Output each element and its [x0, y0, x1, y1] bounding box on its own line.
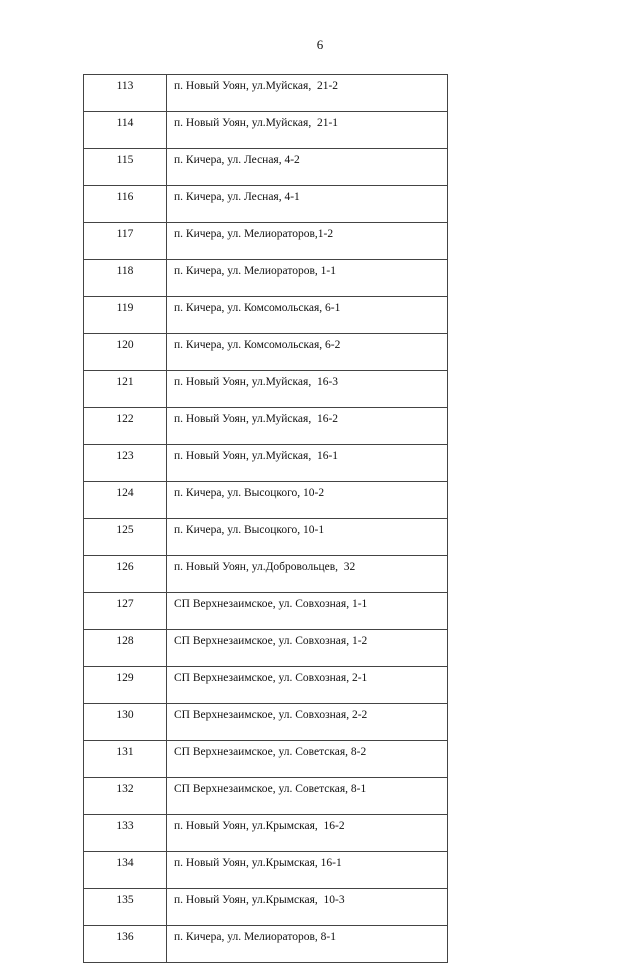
- row-address: СП Верхнезаимское, ул. Советская, 8-1: [167, 778, 448, 815]
- table-row: [84, 815, 448, 852]
- page-number: 6: [316, 37, 324, 52]
- row-number: 127: [84, 593, 167, 630]
- table-row: [84, 112, 448, 149]
- table-row: [84, 778, 448, 815]
- row-address: СП Верхнезаимское, ул. Советская, 8-2: [167, 741, 448, 778]
- row-address: п. Новый Уоян, ул.Муйская, 21-1: [167, 112, 448, 149]
- row-number: 121: [84, 371, 167, 408]
- row-number: 115: [84, 149, 167, 186]
- table-row: [84, 223, 448, 260]
- row-address: п. Кичера, ул. Комсомольская, 6-2: [167, 334, 448, 371]
- row-number: 131: [84, 741, 167, 778]
- row-address: п. Кичера, ул. Лесная, 4-2: [167, 149, 448, 186]
- row-number: 119: [84, 297, 167, 334]
- table-row: [84, 186, 448, 223]
- table-row: [84, 926, 448, 963]
- row-address: п. Кичера, ул. Мелиораторов, 1-1: [167, 260, 448, 297]
- row-number: 133: [84, 815, 167, 852]
- row-address: п. Новый Уоян, ул.Крымская, 16-1: [167, 852, 448, 889]
- row-address: СП Верхнезаимское, ул. Совхозная, 1-1: [167, 593, 448, 630]
- row-address: п. Кичера, ул. Мелиораторов, 8-1: [167, 926, 448, 963]
- table-row: [84, 482, 448, 519]
- table-row: [84, 704, 448, 741]
- row-address: п. Новый Уоян, ул.Добровольцев, 32: [167, 556, 448, 593]
- row-number: 126: [84, 556, 167, 593]
- row-number: 114: [84, 112, 167, 149]
- row-number: 117: [84, 223, 167, 260]
- row-number: 122: [84, 408, 167, 445]
- row-address: п. Новый Уоян, ул.Крымская, 16-2: [167, 815, 448, 852]
- row-address: СП Верхнезаимское, ул. Совхозная, 2-1: [167, 667, 448, 704]
- table-row: [84, 556, 448, 593]
- row-address: п. Новый Уоян, ул.Муйская, 21-2: [167, 75, 448, 112]
- row-address: п. Кичера, ул. Лесная, 4-1: [167, 186, 448, 223]
- table-row: [84, 852, 448, 889]
- row-address: п. Кичера, ул. Комсомольская, 6-1: [167, 297, 448, 334]
- row-number: 136: [84, 926, 167, 963]
- row-address: п. Новый Уоян, ул.Муйская, 16-1: [167, 445, 448, 482]
- row-address: п. Новый Уоян, ул.Муйская, 16-2: [167, 408, 448, 445]
- row-number: 128: [84, 630, 167, 667]
- table-row: [84, 667, 448, 704]
- row-number: 125: [84, 519, 167, 556]
- table-row: [84, 297, 448, 334]
- row-number: 113: [84, 75, 167, 112]
- row-address: п. Кичера, ул. Высоцкого, 10-2: [167, 482, 448, 519]
- row-number: 124: [84, 482, 167, 519]
- row-number: 130: [84, 704, 167, 741]
- row-number: 135: [84, 889, 167, 926]
- table-row: [84, 889, 448, 926]
- row-address: п. Кичера, ул. Высоцкого, 10-1: [167, 519, 448, 556]
- table-row: [84, 260, 448, 297]
- table-row: [84, 371, 448, 408]
- row-address: п. Новый Уоян, ул.Крымская, 10-3: [167, 889, 448, 926]
- row-number: 129: [84, 667, 167, 704]
- row-number: 118: [84, 260, 167, 297]
- row-number: 132: [84, 778, 167, 815]
- row-number: 116: [84, 186, 167, 223]
- table-row: [84, 408, 448, 445]
- table-row: [84, 75, 448, 112]
- row-number: 134: [84, 852, 167, 889]
- address-table-body: [84, 75, 448, 963]
- row-address: СП Верхнезаимское, ул. Совхозная, 2-2: [167, 704, 448, 741]
- row-address: п. Новый Уоян, ул.Муйская, 16-3: [167, 371, 448, 408]
- row-number: 123: [84, 445, 167, 482]
- table-row: [84, 593, 448, 630]
- row-address: п. Кичера, ул. Мелиораторов,1-2: [167, 223, 448, 260]
- row-number: 120: [84, 334, 167, 371]
- table-row: [84, 149, 448, 186]
- address-table: [83, 74, 448, 963]
- table-row: [84, 334, 448, 371]
- table-row: [84, 519, 448, 556]
- table-row: [84, 741, 448, 778]
- row-address: СП Верхнезаимское, ул. Совхозная, 1-2: [167, 630, 448, 667]
- table-row: [84, 445, 448, 482]
- table-row: [84, 630, 448, 667]
